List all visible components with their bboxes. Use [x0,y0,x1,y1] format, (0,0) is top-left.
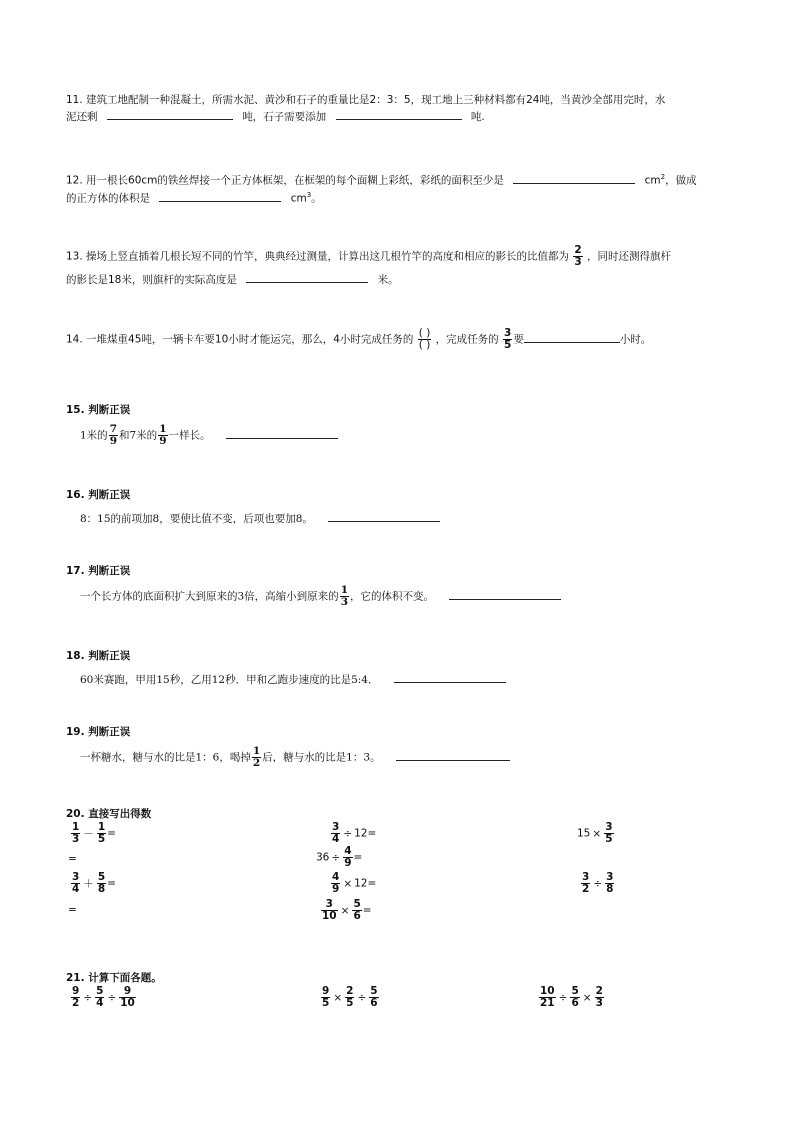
denominator: 5 [504,339,512,351]
fraction [573,245,582,268]
numerator: 2 [595,985,603,997]
q21-expression-2 [320,986,380,1009]
q21-expression-1 [70,986,137,1009]
q18-answer-blank[interactable] [394,671,506,683]
divide-sign: ÷ [107,991,117,1004]
q11-text: 吨，石子需要添加 [242,111,327,123]
numerator: 9 [72,985,80,997]
q13-line2 [66,271,399,288]
q20-answer-eq[interactable]: = [68,853,77,865]
fraction [331,822,340,845]
q20-item-4 [316,846,362,869]
q14-text: 小时。 [619,333,652,346]
q19-text: 后，糖与水的比是1：3。 [262,751,381,764]
q14-line [66,328,651,351]
denominator: 3 [72,833,80,845]
equals-sign: = [107,877,116,890]
denominator: 3 [340,596,348,608]
equals-sign: = [353,851,363,864]
numerator: 2 [574,244,582,256]
fraction [158,424,167,447]
q18-title: 18. 判断正误 [66,650,131,662]
numerator: 3 [605,821,613,833]
q11-answer-blank-1[interactable] [107,108,233,120]
denominator: 4 [96,997,104,1009]
numerator: 7 [109,423,117,435]
q15-text: 1米的 [80,429,108,442]
q12-answer-blank-2[interactable] [159,190,281,202]
q21-expression-3 [538,986,605,1009]
q17-answer-blank[interactable] [449,588,561,600]
numerator-blank[interactable]: ( ) [418,327,431,339]
q20-answer-eq[interactable]: = [68,904,77,916]
numerator: 1 [72,821,80,833]
fraction [109,424,118,447]
number: 12 [354,877,368,890]
q17-text: ，它的体积不变。 [350,590,434,603]
equals-sign: = [107,827,116,840]
multiply-sign: × [333,991,343,1004]
fraction [331,872,340,895]
numerator: 4 [344,845,352,857]
equals-sign: = [367,827,377,840]
denominator: 4 [72,883,80,895]
fraction [97,872,106,895]
numerator: 2 [346,985,354,997]
q11-line2 [66,108,485,125]
q20-item-8 [320,899,372,922]
denominator: 2 [72,997,80,1009]
denominator: 21 [540,997,555,1009]
fraction [71,822,80,845]
q14-text: ，完成任务的 [435,333,499,346]
q14-text: 14. 一堆煤重45吨，一辆卡车要10小时才能运完，那么，4小时完成任务的 [66,333,414,346]
numerator: 3 [332,821,340,833]
fraction [345,986,354,1009]
q20-title: 20. 直接写出得数 [66,808,152,820]
q16-statement [80,510,440,526]
q20-item-1 [70,822,116,845]
q13-text: 的影长是18米，则旗杆的实际高度是 [66,274,237,286]
q13-line1 [66,245,671,268]
q18-statement [80,671,506,687]
fraction [595,986,604,1009]
multiply-sign: × [582,991,592,1004]
fraction [343,846,352,869]
fraction [503,328,512,351]
q12-line1 [66,169,697,189]
denominator: 5 [97,833,106,845]
fraction [95,986,104,1009]
q19-answer-blank[interactable] [396,749,510,761]
fraction [604,822,613,845]
fraction [71,986,80,1009]
plus-sign: ＋ [83,877,94,890]
numerator: 1 [97,821,106,833]
q13-text: 米。 [377,274,399,286]
numerator: 5 [97,871,106,883]
fraction [352,899,361,922]
divide-sign: ÷ [83,991,93,1004]
numerator: 9 [123,985,132,997]
denominator: 2 [252,757,261,769]
denominator: 5 [605,833,613,845]
q20-item-3 [577,822,615,845]
q16-text: 8：15的前项加8，要使比值不变，后项也要加8。 [80,513,313,525]
number: 36 [316,851,330,864]
divide-sign: ÷ [593,877,603,890]
equals-sign: = [362,904,372,917]
divide-sign: ÷ [343,827,353,840]
q15-answer-blank[interactable] [226,427,338,439]
q11-answer-blank-2[interactable] [336,108,462,120]
denominator: 2 [582,883,590,895]
numerator: 3 [582,871,590,883]
q17-title: 17. 判断正误 [66,565,131,577]
denominator: 9 [332,883,340,895]
fraction [119,986,136,1009]
q12-unit: cm [290,192,307,205]
divide-sign: ÷ [558,991,568,1004]
q20-item-6 [330,872,376,895]
fraction [252,746,261,769]
numerator: 1 [159,423,167,435]
q15-text: 一样长。 [168,429,211,442]
denominator-blank[interactable]: ( ) [418,339,431,351]
q19-title: 19. 判断正误 [66,726,131,738]
numerator: 1 [340,584,348,596]
denominator: 3 [595,997,603,1009]
numerator: 10 [540,985,555,997]
q12-text: 。 [311,192,322,205]
paren-fraction-blank[interactable] [418,328,432,351]
q17-text: 一个长方体的底面积扩大到原来的3倍，高缩小到原来的 [80,590,339,603]
denominator: 3 [574,256,582,268]
q15-text: 和7米的 [119,429,158,442]
denominator: 9 [344,857,352,869]
q20-item-2 [330,822,376,845]
q11-text: 泥还剩 [66,111,98,123]
q16-title: 16. 判断正误 [66,489,131,501]
numerator: 5 [353,898,361,910]
q14-text: 要 [513,333,524,346]
numerator: 5 [370,985,378,997]
minus-sign: － [83,827,94,840]
q18-text: 60米赛跑，甲用15秒，乙用12秒．甲和乙跑步速度的比是5:4． [80,674,379,686]
equals-sign: = [367,877,377,890]
q19-text: 一杯糖水，糖与水的比是1：6，喝掉 [80,751,251,764]
divide-sign: ÷ [357,991,367,1004]
multiply-sign: × [592,827,602,840]
q13-text: ，同时还测得旗杆 [587,250,672,263]
denominator: 9 [159,435,167,447]
numerator: 5 [571,985,579,997]
denominator: 8 [97,883,106,895]
q12-answer-blank-1[interactable] [513,172,635,184]
denominator: 6 [571,997,579,1009]
numerator: 1 [252,745,261,757]
fraction [340,585,349,608]
q19-statement [80,746,510,769]
numerator: 3 [504,327,512,339]
numerator: 3 [325,898,333,910]
denominator: 10 [120,997,135,1009]
denominator: 5 [346,997,354,1009]
numerator: 3 [72,871,80,883]
fraction [581,872,590,895]
q12-sup: 3 [306,191,312,199]
fraction [605,872,614,895]
fraction [97,822,106,845]
q16-answer-blank[interactable] [328,510,440,522]
denominator: 9 [109,435,117,447]
denominator: 8 [606,883,614,895]
q17-statement [80,585,561,608]
q15-statement [80,424,338,447]
number: 12 [354,827,368,840]
denominator: 6 [370,997,378,1009]
denominator: 4 [332,833,340,845]
q12-unit: cm [644,174,661,187]
q13-answer-blank[interactable] [246,271,368,283]
numerator: 4 [332,871,340,883]
q12-line2 [66,187,322,207]
denominator: 5 [322,997,330,1009]
q14-answer-blank[interactable] [524,331,620,343]
fraction [321,986,330,1009]
fraction [321,899,338,922]
divide-sign: ÷ [331,851,341,864]
q20-item-5 [70,872,116,895]
q12-sup: 2 [660,173,666,181]
multiply-sign: × [340,904,350,917]
numerator: 9 [322,985,330,997]
q13-text: 13. 操场上竖直插着几根长短不同的竹竿，典典经过测量，计算出这几根竹竿的高度和相应的影长的比值都为 [66,250,570,263]
multiply-sign: × [343,877,353,890]
denominator: 6 [353,910,361,922]
q12-text: 的正方体的体积是 [66,192,150,205]
fraction [539,986,556,1009]
numerator: 3 [606,871,614,883]
q12-text: ，做成 [665,174,697,187]
q12-text: 12. 用一根长60cm的铁丝焊接一个正方体框架，在框架的每个面糊上彩纸，彩纸的面积至少是 [66,174,504,187]
q20-item-7 [580,872,615,895]
q21-title: 21. 计算下面各题。 [66,972,162,984]
fraction [570,986,579,1009]
q11-line1: 11. 建筑工地配制一种混凝土，所需水泥、黄沙和石子的重量比是2：3：5，现工地上三种材料都有24吨，当黄沙全部用完时，水 [66,94,666,106]
number: 15 [577,827,591,840]
fraction [71,872,80,895]
fraction [369,986,378,1009]
denominator: 10 [322,910,337,922]
numerator: 5 [96,985,104,997]
q15-title: 15. 判断正误 [66,404,131,416]
q11-text: 吨. [470,111,485,123]
